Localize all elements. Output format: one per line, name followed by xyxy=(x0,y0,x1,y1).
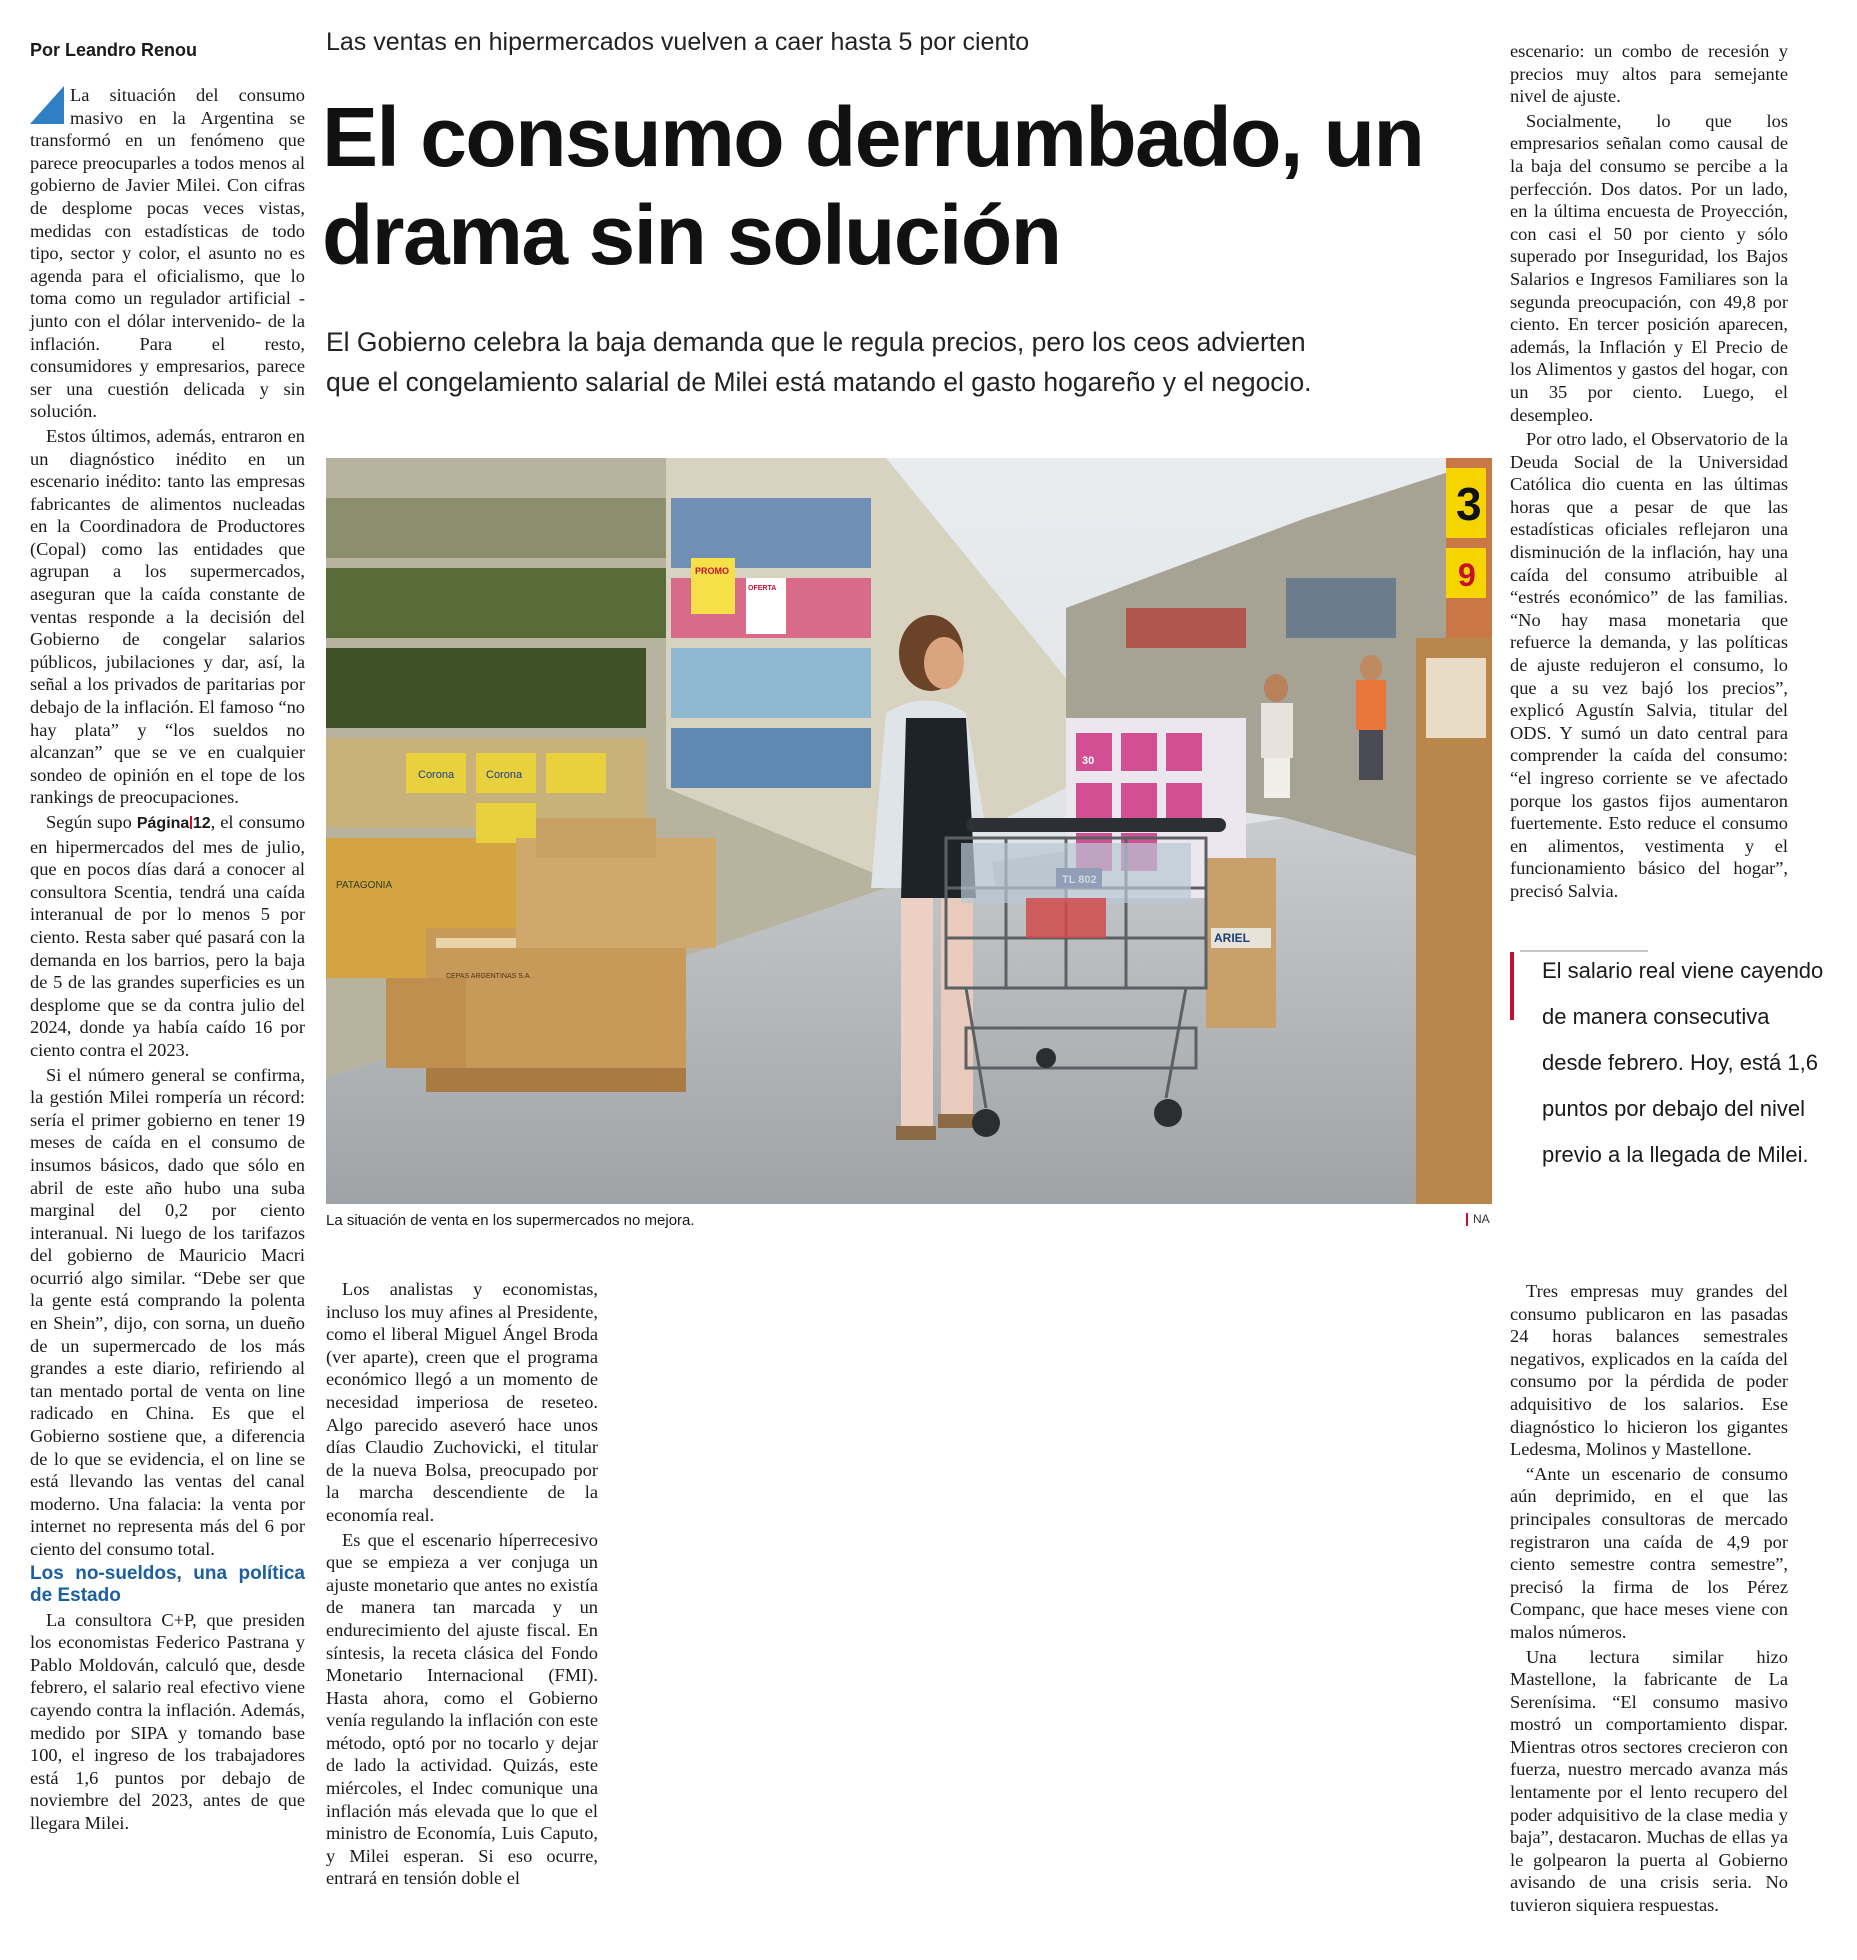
credit-text: NA xyxy=(1473,1212,1490,1226)
price-sign: 3 xyxy=(1456,478,1482,530)
credit-bar xyxy=(1466,1213,1468,1226)
paragraph: Por otro lado, el Observatorio de la Deuda Social de la Universidad Católica dio cuenta en las últimas horas que a pesar de que las estadísticas oficiales reflejaron una disminución de la inflación, hay una caída del consumo atribuible al “estrés económico” de las familias. “No hay masa monetaria que refuerce la demanda, y las políticas de ajuste redujeron el consumo, lo que a su vez bajó los precios”, explicó Agustín Salvia, titular del ODS. Y sumó un dato central para comprender la caída del consumo: “el ingreso corriente se ve afectado porque los gastos fijos aumentaron fuertemente. Esto reduce el consumo en alimentos, vestimenta y el funcionamiento básico del hogar”, precisó Salvia. xyxy=(1510,429,1788,901)
paragraph: Si el número general se confirma, la gestión Milei rompería un récord: sería el primer gobierno en tener 19 meses de caída en el consumo de insumos básicos, dado que sólo en abril de este año hubo una suba marginal del 0,2 por ciento interanual. Ni luego de los tarifazos del gobierno de Mauricio Macri ocurrió algo similar. “Debe ser que la gente está comprando la polenta en Shein”, dijo, con sorna, un dueño de un supermercado de los más grandes a este diario, refiriendo al tan mentado portal de venta on line radicado en China. Es que el Gobierno sostiene que, a diferencia de lo que se evidencia, el on line se está llevando las ventas del canal moderno. Una falacia: la venta por internet no representa más del 6 por ciento del consumo total. xyxy=(30,1064,305,1559)
photo-caption: La situación de venta en los supermercados no mejora. xyxy=(326,1212,695,1229)
paragraph: La consultora C+P, que presiden los economistas Federico Pastrana y Pablo Moldován, calculó que, desde febrero, el salario real efectivo viene cayendo contra la inflación. Además, medido por SIPA y tomando base 100, el ingreso de los trabajadores está 1,6 puntos por debajo de noviembre del 2023, antes de que llegara Milei. xyxy=(30,1609,305,1833)
article-column-3-lower xyxy=(1510,1280,1788,1919)
byline: Por Leandro Renou xyxy=(30,40,198,60)
paragraph: “Ante un escenario de consumo aún deprimido, en el que las principales consultoras de mercado registraron una caída de 4,9 por ciento semestre contra semestre”, precisó la firma de los Pérez Companc, que hace meses viene con malos números. xyxy=(1510,1463,1788,1642)
patagonia-label: PATAGONIA xyxy=(336,880,393,891)
paragraph-text: La situación del consumo masivo en la Argentina se transformó en un fenómeno que parece preocuparles a todos menos al gobierno de Javier Milei. Con cifras de desplome pocas veces vistas, medidas con estadísticas de todo tipo, sector y color, el asunto no es agenda para el oficialismo, que lo toma como un regulador artificial -junto con el dólar intervenido- de la inflación. Para el resto, consumidores y empresarios, parece ser una cuestión delicada y sin solución. xyxy=(30,85,305,422)
corona-label: Corona xyxy=(418,769,455,781)
paper-count-label: 30 xyxy=(1082,755,1095,767)
paragraph: Es que el escenario híperrecesivo que se empieza a ver conjuga un ajuste monetario que antes no existía de manera tan marcada y un endurecimiento del ajuste fiscal. En síntesis, la receta clásica del Fondo Monetario Internacional (FMI). Hasta ahora, como el Gobierno venía regulando la inflación con este método, optó por no tocarlo y dejar de lado la actividad. Quizás, este miércoles, el Indec comunique una inflación más elevada que lo que el ministro de Economía, Luis Caputo, y Milei esperan. Si eso ocurre, entrará en tensión doble el xyxy=(326,1529,598,1889)
logo-text: 12 xyxy=(192,815,211,832)
subhead: Los no-sueldos, una política de Estado xyxy=(30,1562,305,1606)
paragraph-text: , el consumo en hipermercados del mes de julio, que en pocos días dará a conocer al consultora Scentia, tendrá una caída interanual de por lo menos 5 por ciento. Resta saber qué pasará con la demanda en los barrios, pero la baja de 5 de las grandes superficies es un desplome que se da contra julio del 2024, donde ya había caído 16 por ciento contra el 2023. xyxy=(30,812,305,1060)
oferta-sign: OFERTA xyxy=(748,585,777,592)
article-column-3 xyxy=(1510,40,1788,905)
drop-triangle-icon xyxy=(30,86,64,124)
paragraph xyxy=(30,84,305,423)
paragraph: Estos últimos, además, entraron en un diagnóstico inédito en un escenario inédito: tanto las empresas fabricantes de alimentos nucleadas en la Coordinadora de Productores (Copal) como las entidades que agrupan a los supermercados, aseguran que la caída constante de ventas responde a la decisión del Gobierno de congelar salarios públicos, jubilaciones y dar, así, la señal a los privados de paritarias por debajo de la inflación. El famoso “no hay plata” y “los sueldos no alcanzan” que se ve en cualquier sondeo de opinión en el tope de los rankings de preocupaciones. xyxy=(30,425,305,808)
box-label: CEPAS ARGENTINAS S.A. xyxy=(446,973,532,980)
article-column-1 xyxy=(30,84,305,1837)
ariel-label: ARIEL xyxy=(1214,931,1250,945)
paragraph: escenario: un combo de recesión y precios muy altos para semejante nivel de ajuste. xyxy=(1510,41,1788,107)
paragraph-text: Según supo xyxy=(46,812,137,832)
price-sign: 9 xyxy=(1458,557,1476,593)
paragraph: Socialmente, lo que los empresarios señalan como causal de la baja del consumo se percibe a la perfección. Dos datos. Por un lado, en la última encuesta de Proyección, con casi el 50 por ciento y sólo superado por Inseguridad, los Bajos Salarios e Ingresos Familiares son la segunda preocupación, con 49,8 por ciento. En tercer posición aparecen, además, la Inflación y El Precio de los Alimentos y gastos del hogar, con un 35 por ciento. Luego, el desempleo. xyxy=(1510,110,1788,425)
promo-sign: PROMO xyxy=(695,566,730,576)
corona-label: Corona xyxy=(486,769,523,781)
pullquote-text: El salario real viene cayendo de manera consecutiva desde febrero. Hoy, está 1,6 puntos por debajo del nivel previo a la llegada de Milei. xyxy=(1542,958,1824,1167)
logo-divider xyxy=(190,816,192,829)
paragraph xyxy=(30,811,305,1062)
photo-credit xyxy=(1466,1212,1490,1226)
kicker: Las ventas en hipermercados vuelven a caer hasta 5 por ciento xyxy=(326,28,1030,56)
article-column-2 xyxy=(326,1278,598,1892)
logo-text: Página xyxy=(136,815,190,832)
paragraph: Los analistas y economistas, incluso los muy afines al Presidente, como el liberal Miguel Ángel Broda (ver aparte), creen que el programa económico llegó a un momento de necesidad imperiosa de reseteo. Algo parecido aseveró hace unos días Claudio Zuchovicki, el titular de la nueva Bolsa, preocupado por la marcha descendiente de la economía real. xyxy=(326,1279,598,1525)
photo-illustration xyxy=(326,458,1492,1204)
pullquote xyxy=(1510,948,1830,1178)
supermarket-photo xyxy=(326,458,1492,1204)
paragraph: Tres empresas muy grandes del consumo publicaron en las pasadas 24 horas balances semestrales negativos, explicados en la caída del consumo por la pérdida de poder adquisitivo de los salarios. Ese diagnóstico lo hicieron los gigantes Ledesma, Molinos y Mastellone. xyxy=(1510,1281,1788,1460)
headline: El consumo derrumbado, un drama sin solución xyxy=(322,90,1424,282)
pagina12-logo xyxy=(137,815,211,832)
paragraph: Una lectura similar hizo Mastellone, la fabricante de La Serenísima. “El consumo masivo mostró un comportamiento dispar. Mientras otros sectores crecieron con fuerza, nuestro mercado avanza más lentamente por el lento recupero del poder adquisitivo de la clase media y baja”, destacaron. Muchas de ellas ya le golpearon la puerta al Gobierno avisando de una crisis seria. No tuvieron siquiera respuestas. xyxy=(1510,1646,1788,1916)
deck: El Gobierno celebra la baja demanda que le regula precios, pero los ceos advierten que el congelamiento salarial de Milei está matando el gasto hogareño y el negocio. xyxy=(326,327,1312,397)
